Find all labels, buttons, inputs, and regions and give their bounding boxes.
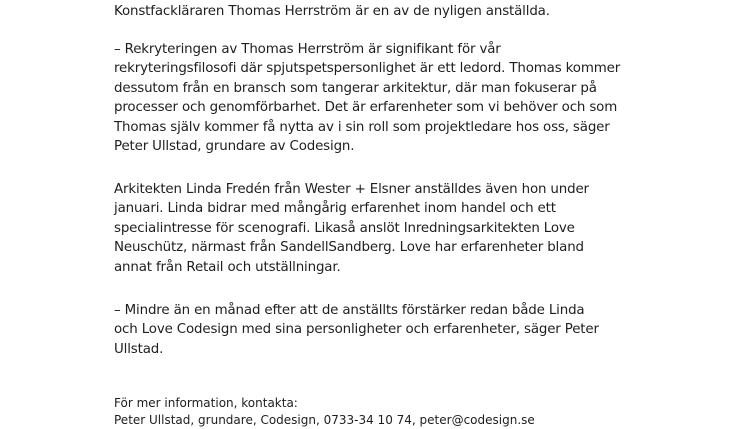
paragraph-quote-thomas: – Rekryteringen av Thomas Herrström är signifikant för vår rekryteringsfilosofi där spjutspetspersonlighet är ett ledord. Thomas kommer dessutom från en bransch som tangerar arkitektur, där man fokuserar på processer och genomförbarhet. Det är erfarenheter som vi behöver och som Thomas själv kommer få nytta av i sin roll som projektledare hos oss, säger Peter Ullstad, grundare av Codesign. xyxy=(114,42,621,155)
contact-heading: För mer information, kontakta: xyxy=(114,396,298,410)
paragraph-intro: Konstfackläraren Thomas Herrström är en av de nyligen anställda. xyxy=(114,4,550,19)
paragraph-quote-closing: – Mindre än en månad efter att de anställts förstärker redan både Linda och Love Codesign med sina personligheter och erfarenheter, säger Peter Ullstad. xyxy=(114,303,599,357)
contact-detail: Peter Ullstad, grundare, Codesign, 0733-34 10 74, peter@codesign.se xyxy=(114,413,535,427)
paragraph-new-hires: Arkitekten Linda Fredén från Wester + Elsner anställdes även hon under januari. Linda bidrar med mångårig erfarenhet inom handel och ett specialintresse för scenografi. Likaså anslöt Inredningsarkitekten Love Neuschütz, närmast från SandellSandberg. Love har erfarenheter bland annat från Retail och utställningar. xyxy=(114,182,589,275)
